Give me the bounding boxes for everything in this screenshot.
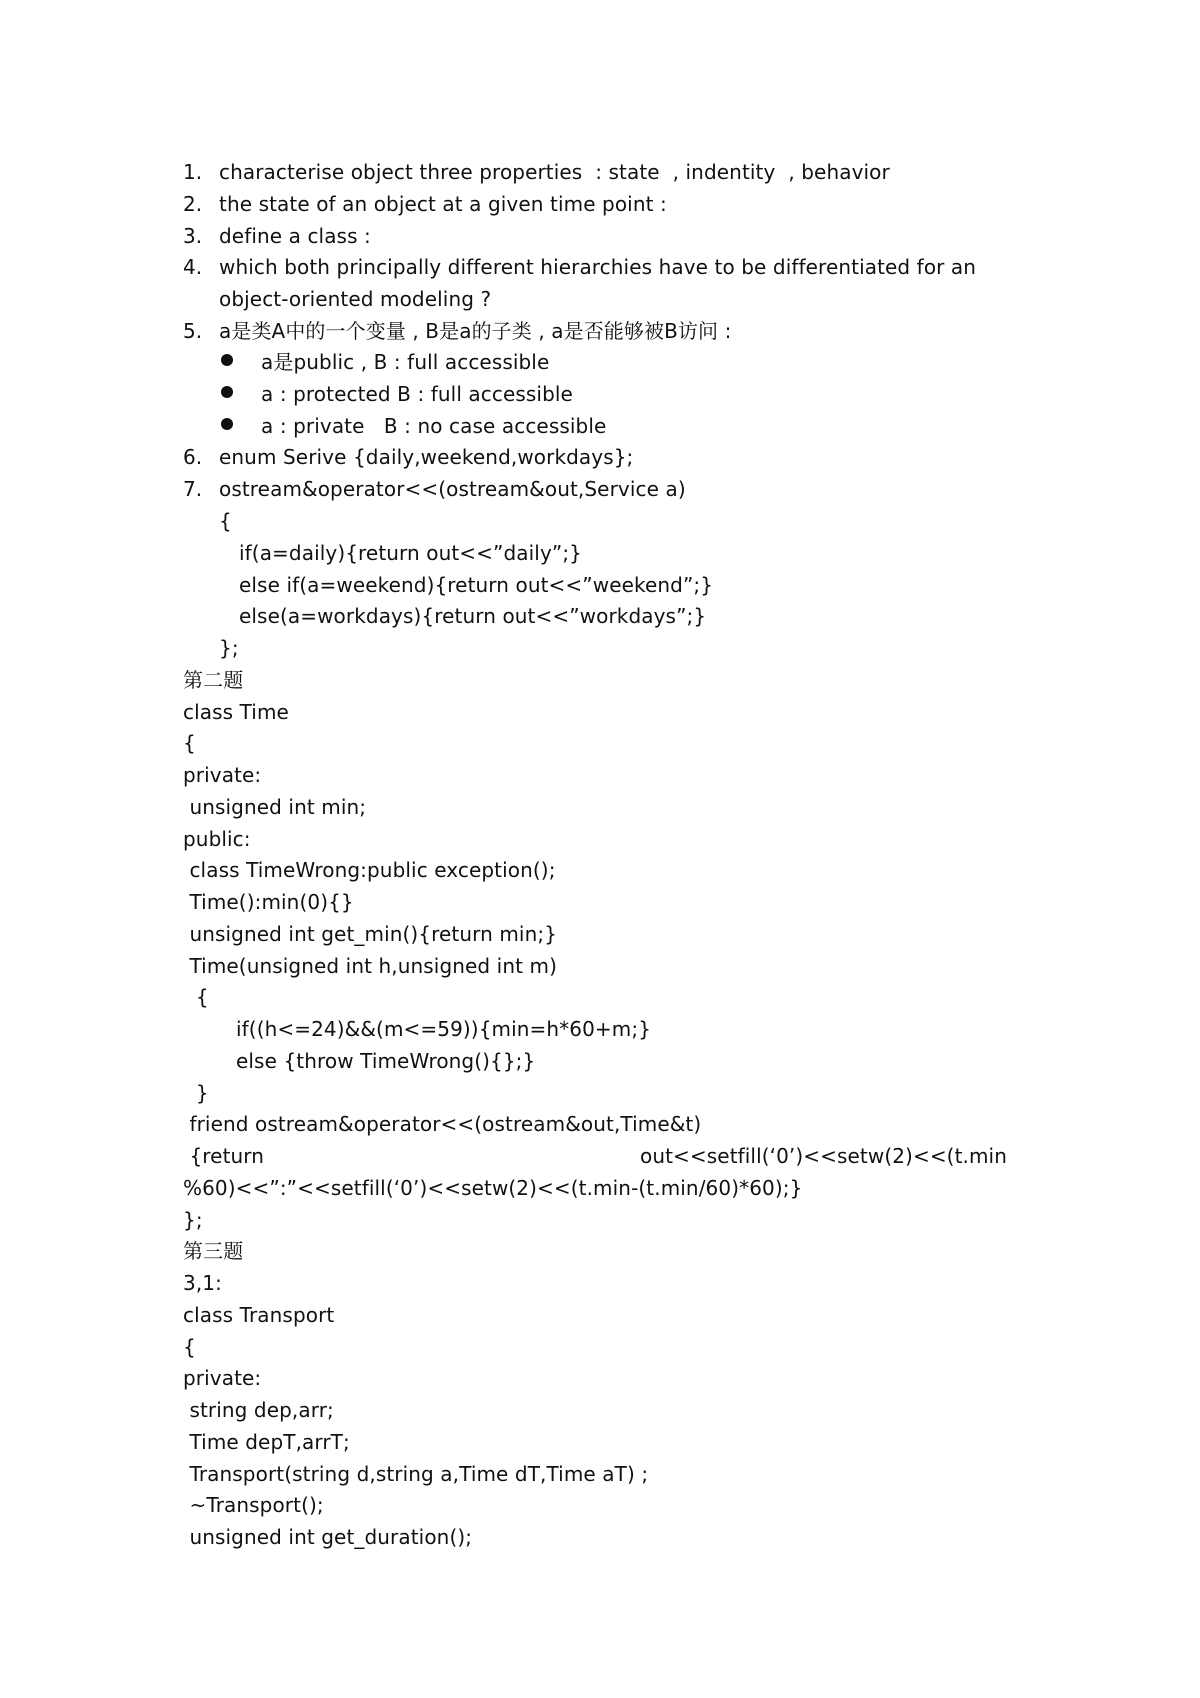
code-line: ~Transport();	[183, 1493, 324, 1517]
list-number: 1.	[183, 160, 203, 184]
bullet-icon	[221, 418, 233, 430]
bullet-text: a : private B : no case accessible	[261, 414, 607, 438]
code-line: unsigned int min;	[183, 795, 367, 819]
code-line: out<<setfill(‘0’)<<setw(2)<<(t.min	[640, 1144, 1007, 1168]
code-line: %60)<<”:”<<setfill(‘0’)<<setw(2)<<(t.min-(t.min/60)*60);}	[183, 1176, 803, 1200]
code-line: }	[183, 1081, 209, 1105]
code-line: public:	[183, 827, 251, 851]
code-line: class Transport	[183, 1303, 335, 1327]
list-number: 4.	[183, 255, 203, 279]
code-line: Time depT,arrT;	[183, 1430, 350, 1454]
list-number: 3.	[183, 224, 203, 248]
code-line: if(a=daily){return out<<”daily”;}	[239, 541, 583, 565]
list-number: 6.	[183, 445, 203, 469]
code-line: {	[219, 509, 232, 533]
list-item-text: a是类A中的一个变量 , B是a的子类 , a是否能够被B访问 :	[219, 319, 732, 343]
code-line: else(a=workdays){return out<<”workdays”;}	[239, 604, 707, 628]
list-item-text: which both principally different hierarchies have to be differentiated for an	[219, 255, 977, 279]
bullet-icon	[221, 386, 233, 398]
code-line: Time(unsigned int h,unsigned int m)	[183, 954, 558, 978]
list-item-text: ostream&operator<<(ostream&out,Service a)	[219, 477, 686, 501]
code-line: {	[183, 1335, 196, 1359]
code-line: private:	[183, 1366, 262, 1390]
list-number: 7.	[183, 477, 203, 501]
list-number: 5.	[183, 319, 203, 343]
bullet-text: a : protected B : full accessible	[261, 382, 573, 406]
code-line: class Time	[183, 700, 289, 724]
code-line: {return	[183, 1144, 265, 1168]
code-line: Transport(string d,string a,Time dT,Time aT) ;	[183, 1462, 649, 1486]
code-line: friend ostream&operator<<(ostream&out,Time&t)	[183, 1112, 702, 1136]
code-line: else if(a=weekend){return out<<”weekend”;}	[239, 573, 714, 597]
code-line: Time():min(0){}	[183, 890, 354, 914]
section-heading: 第三题	[183, 1239, 244, 1263]
section-heading: 第二题	[183, 668, 244, 692]
code-line: else {throw TimeWrong(){};}	[236, 1049, 536, 1073]
code-line: private:	[183, 763, 262, 787]
list-item-continuation: object-oriented modeling ?	[219, 287, 492, 311]
code-line: };	[219, 636, 239, 660]
code-line: {	[183, 731, 196, 755]
code-line: };	[183, 1208, 203, 1232]
bullet-text: a是public , B : full accessible	[261, 350, 550, 374]
code-line: 3,1:	[183, 1271, 222, 1295]
code-line: unsigned int get_duration();	[183, 1525, 473, 1549]
code-line: class TimeWrong:public exception();	[183, 858, 556, 882]
list-item-text: characterise object three properties : state , indentity , behavior	[219, 160, 890, 184]
bullet-icon	[221, 354, 233, 366]
list-item-text: the state of an object at a given time point :	[219, 192, 667, 216]
code-line: if((h<=24)&&(m<=59)){min=h*60+m;}	[236, 1017, 652, 1041]
code-line: unsigned int get_min(){return min;}	[183, 922, 558, 946]
list-item-text: enum Serive {daily,weekend,workdays};	[219, 445, 634, 469]
code-line: {	[183, 985, 209, 1009]
list-item-text: define a class :	[219, 224, 371, 248]
code-line: string dep,arr;	[183, 1398, 334, 1422]
list-number: 2.	[183, 192, 203, 216]
